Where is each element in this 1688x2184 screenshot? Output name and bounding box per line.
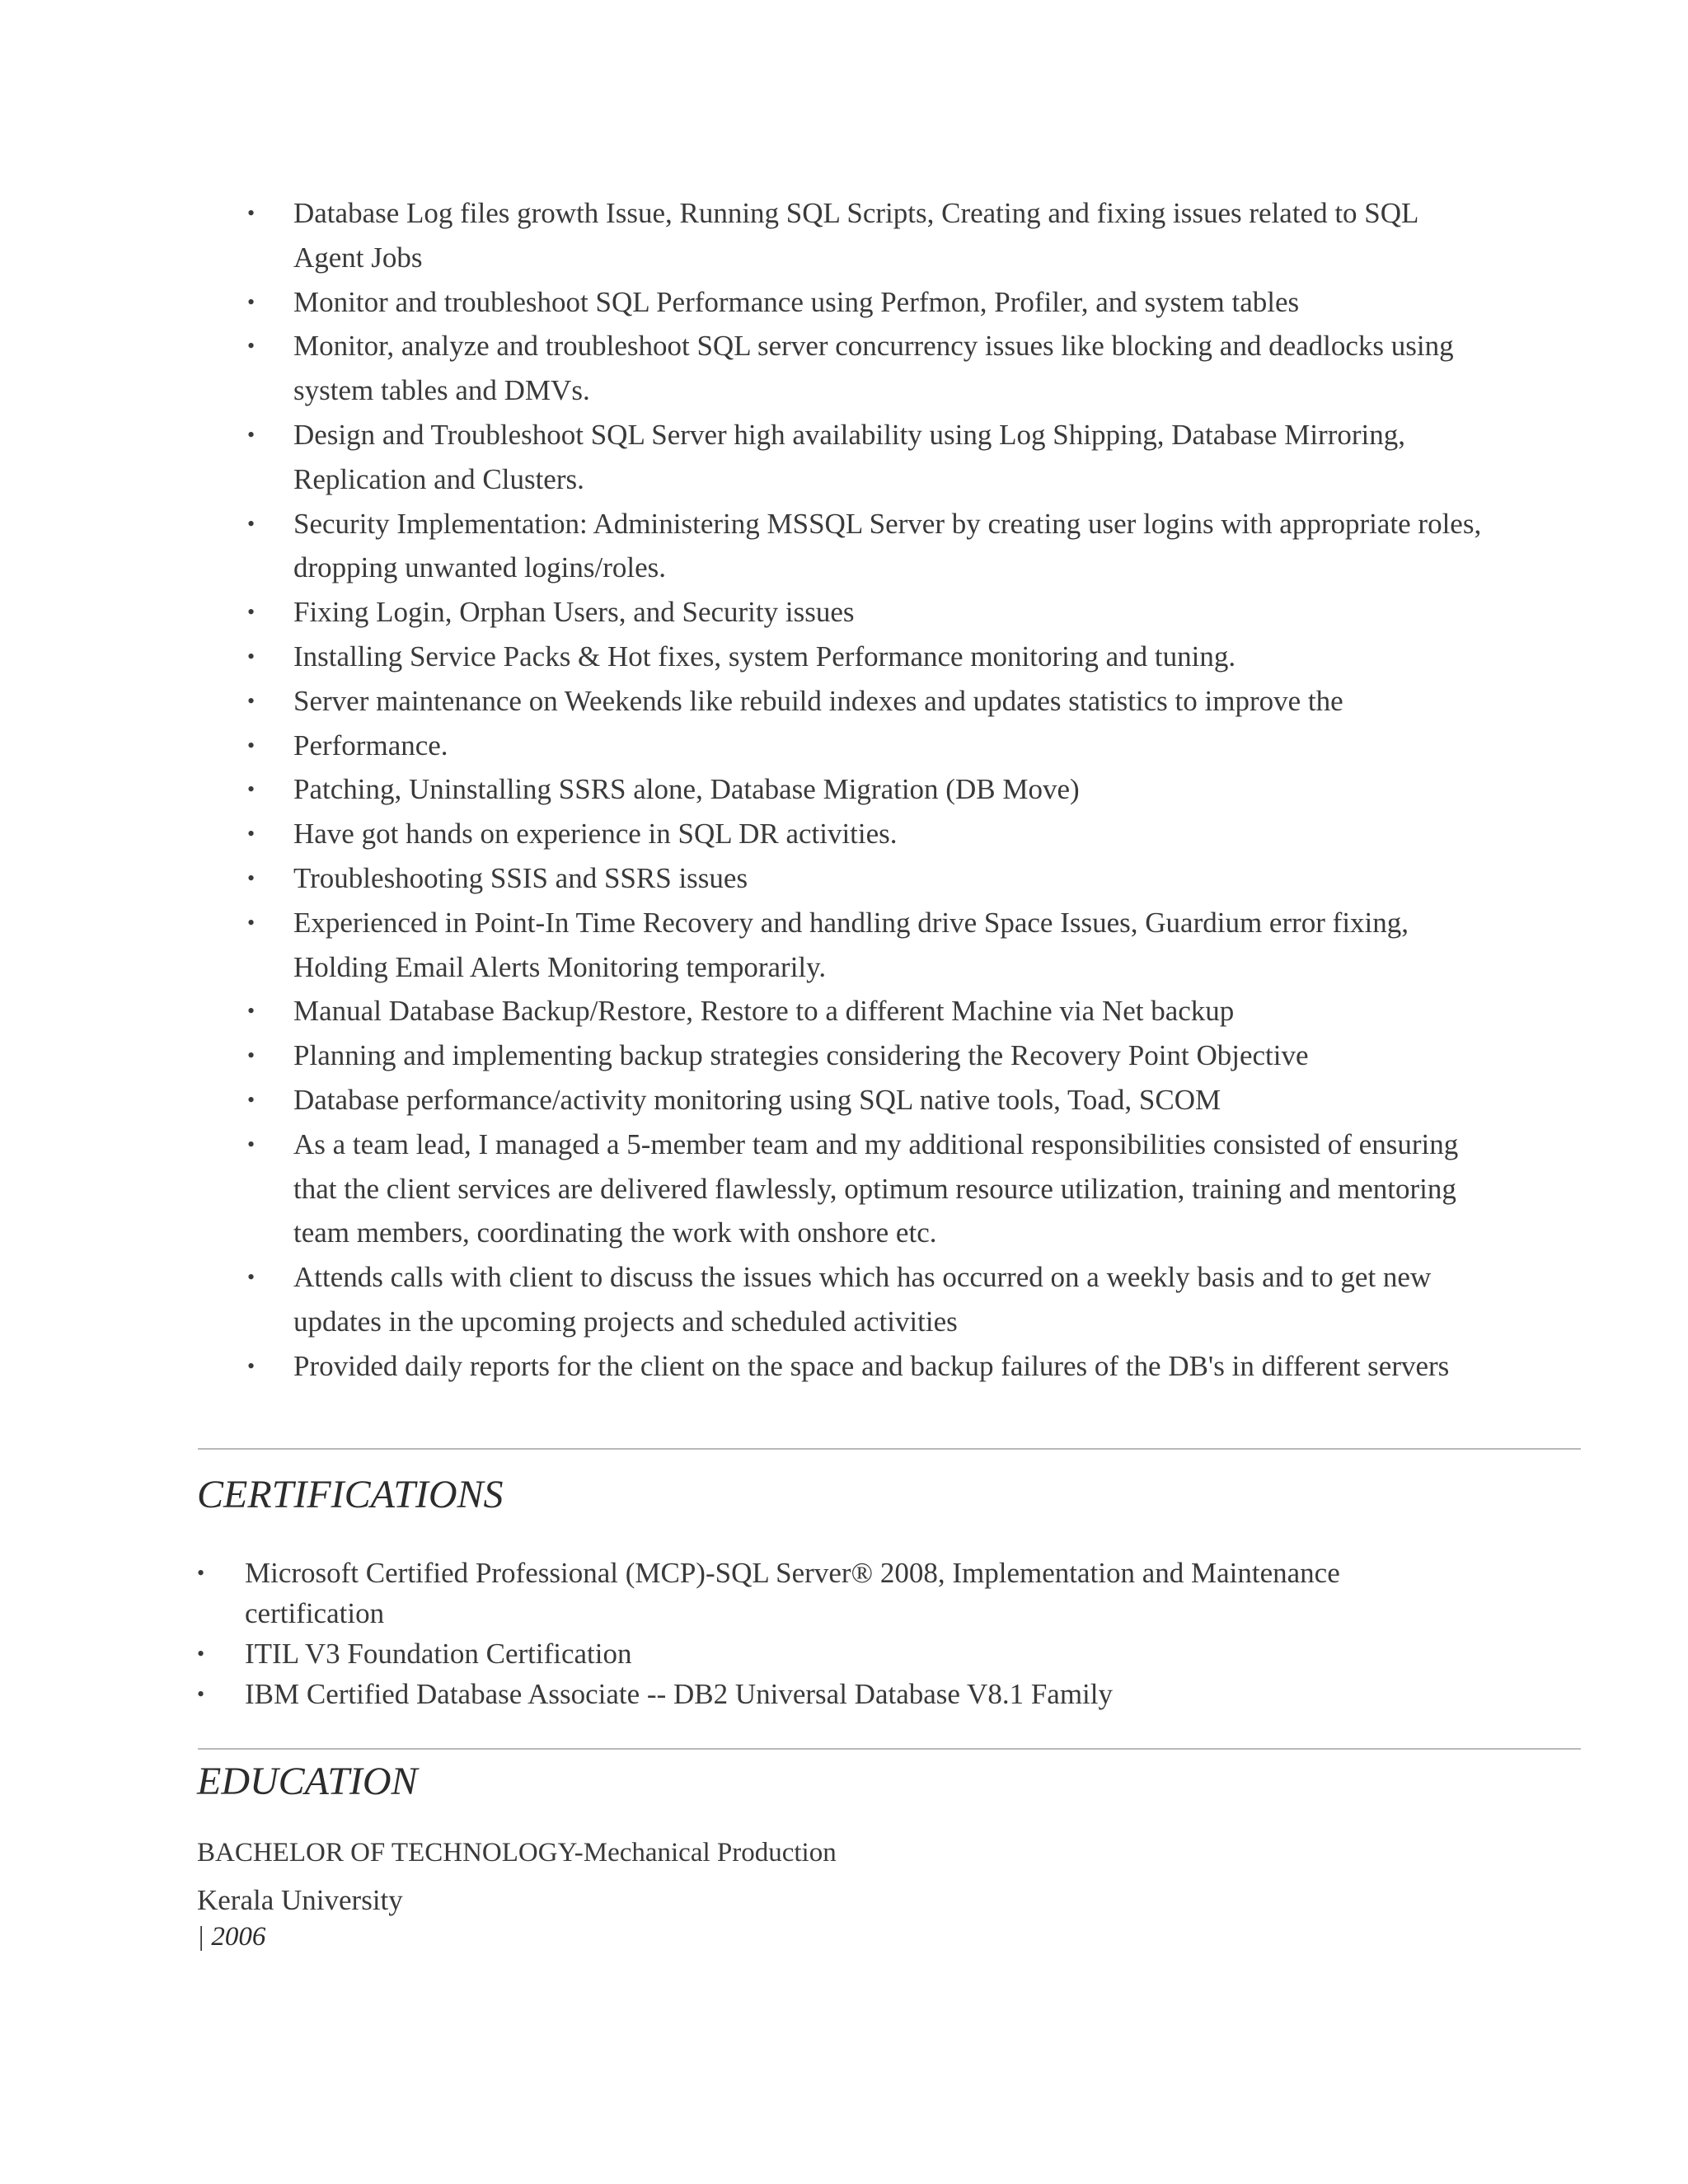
experience-item-text: As a team lead, I managed a 5-member team and my additional responsibilities consisted of ensuring that the client services are delivered flawlessly, optimum resource utilization, training and mentoring team members, coordinating the work with onshore etc. xyxy=(293,1127,1459,1249)
experience-item xyxy=(196,502,1482,591)
experience-item-text: Fixing Login, Orphan Users, and Security issues xyxy=(293,596,855,629)
experience-item xyxy=(196,679,1482,724)
bullet-icon: • xyxy=(197,1682,205,1706)
bullet-icon: • xyxy=(247,644,256,668)
bullet-icon: • xyxy=(197,1561,205,1585)
experience-item xyxy=(196,324,1482,413)
bullet-icon: • xyxy=(247,777,256,802)
experience-item-text: Manual Database Backup/Restore, Restore to a different Machine via Net backup xyxy=(293,995,1235,1028)
experience-item-text: Server maintenance on Weekends like rebuild indexes and updates statistics to improve the xyxy=(293,684,1343,717)
bullet-icon: • xyxy=(247,822,256,846)
experience-item-text: Planning and implementing backup strategies considering the Recovery Point Objective xyxy=(293,1039,1309,1072)
experience-item-text: Patching, Uninstalling SSRS alone, Database Migration (DB Move) xyxy=(293,773,1080,806)
experience-item xyxy=(196,590,1482,635)
education-heading: EDUCATION xyxy=(197,1760,418,1803)
experience-item-text: Database performance/activity monitoring using SQL native tools, Toad, SCOM xyxy=(293,1083,1221,1116)
experience-item-text: Have got hands on experience in SQL DR activities. xyxy=(293,818,898,851)
experience-item-text: Database Log files growth Issue, Running SQL Scripts, Creating and fixing issues related to SQL Agent Jobs xyxy=(293,197,1418,274)
bullet-icon: • xyxy=(247,600,256,625)
experience-item xyxy=(196,901,1482,990)
experience-item xyxy=(196,724,1482,768)
degree-title: BACHELOR OF TECHNOLOGY-Mechanical Production xyxy=(197,1838,837,1868)
experience-item-text: Monitor and troubleshoot SQL Performance using Perfmon, Profiler, and system tables xyxy=(293,285,1300,318)
bullet-icon: • xyxy=(247,1265,256,1290)
bullet-icon: • xyxy=(247,511,256,536)
bullet-icon: • xyxy=(247,422,256,447)
experience-item-text: Troubleshooting SSIS and SSRS issues xyxy=(293,861,748,894)
experience-item-text: Design and Troubleshoot SQL Server high availability using Log Shipping, Database Mirroring, Replication and Clusters. xyxy=(293,418,1405,495)
bullet-icon: • xyxy=(247,688,256,713)
experience-item-text: Performance. xyxy=(293,729,448,762)
experience-item xyxy=(196,413,1482,502)
certification-item-text: ITIL V3 Foundation Certification xyxy=(245,1638,632,1670)
experience-item xyxy=(196,856,1482,901)
experience-item xyxy=(196,1344,1482,1389)
experience-item-text: Provided daily reports for the client on the space and backup failures of the DB's in different servers xyxy=(293,1349,1450,1382)
bullet-icon: • xyxy=(247,1087,256,1112)
certification-item-text: Microsoft Certified Professional (MCP)-SQL Server® 2008, Implementation and Maintenance certification xyxy=(245,1557,1340,1629)
experience-item-text: Attends calls with client to discuss the issues which has occurred on a weekly basis and to get new updates in the upcoming projects and scheduled activities xyxy=(293,1261,1432,1338)
experience-item-text: Security Implementation: Administering MSSQL Server by creating user logins with appropriate roles, dropping unwanted logins/roles. xyxy=(293,507,1482,584)
certification-item-text: IBM Certified Database Associate -- DB2 Universal Database V8.1 Family xyxy=(245,1678,1113,1710)
graduation-year: | 2006 xyxy=(197,1922,266,1952)
certifications-heading: CERTIFICATIONS xyxy=(197,1473,504,1516)
experience-item-text: Experienced in Point-In Time Recovery and handling drive Space Issues, Guardium error fixing, Holding Email Alerts Monitoring temporarily. xyxy=(293,906,1409,983)
section-divider xyxy=(198,1448,1581,1450)
experience-item xyxy=(196,812,1482,856)
bullet-icon: • xyxy=(247,733,256,757)
bullet-icon: • xyxy=(247,865,256,890)
certification-item xyxy=(197,1633,1483,1674)
certifications-list xyxy=(197,1553,1483,1714)
experience-item-text: Installing Service Packs & Hot fixes, system Performance monitoring and tuning. xyxy=(293,640,1236,673)
bullet-icon: • xyxy=(247,1132,256,1156)
university-name: Kerala University xyxy=(197,1884,403,1916)
experience-item-text: Monitor, analyze and troubleshoot SQL server concurrency issues like blocking and deadlocks using system tables and DMVs. xyxy=(293,330,1454,407)
experience-item xyxy=(196,1122,1482,1255)
bullet-icon: • xyxy=(247,334,256,359)
experience-item xyxy=(196,767,1482,812)
bullet-icon: • xyxy=(247,289,256,314)
bullet-icon: • xyxy=(247,1043,256,1068)
certification-item xyxy=(197,1553,1483,1633)
bullet-icon: • xyxy=(247,201,256,225)
bullet-icon: • xyxy=(247,999,256,1024)
experience-item xyxy=(196,635,1482,679)
experience-item xyxy=(196,191,1482,280)
bullet-icon: • xyxy=(197,1642,205,1666)
section-divider xyxy=(198,1748,1581,1750)
experience-item xyxy=(196,280,1482,325)
bullet-icon: • xyxy=(247,910,256,935)
certification-item xyxy=(197,1674,1483,1714)
experience-item xyxy=(196,1078,1482,1122)
experience-item xyxy=(196,1033,1482,1078)
experience-bullet-list xyxy=(196,191,1482,1389)
experience-item xyxy=(196,989,1482,1033)
experience-item xyxy=(196,1255,1482,1344)
bullet-icon: • xyxy=(247,1353,256,1378)
